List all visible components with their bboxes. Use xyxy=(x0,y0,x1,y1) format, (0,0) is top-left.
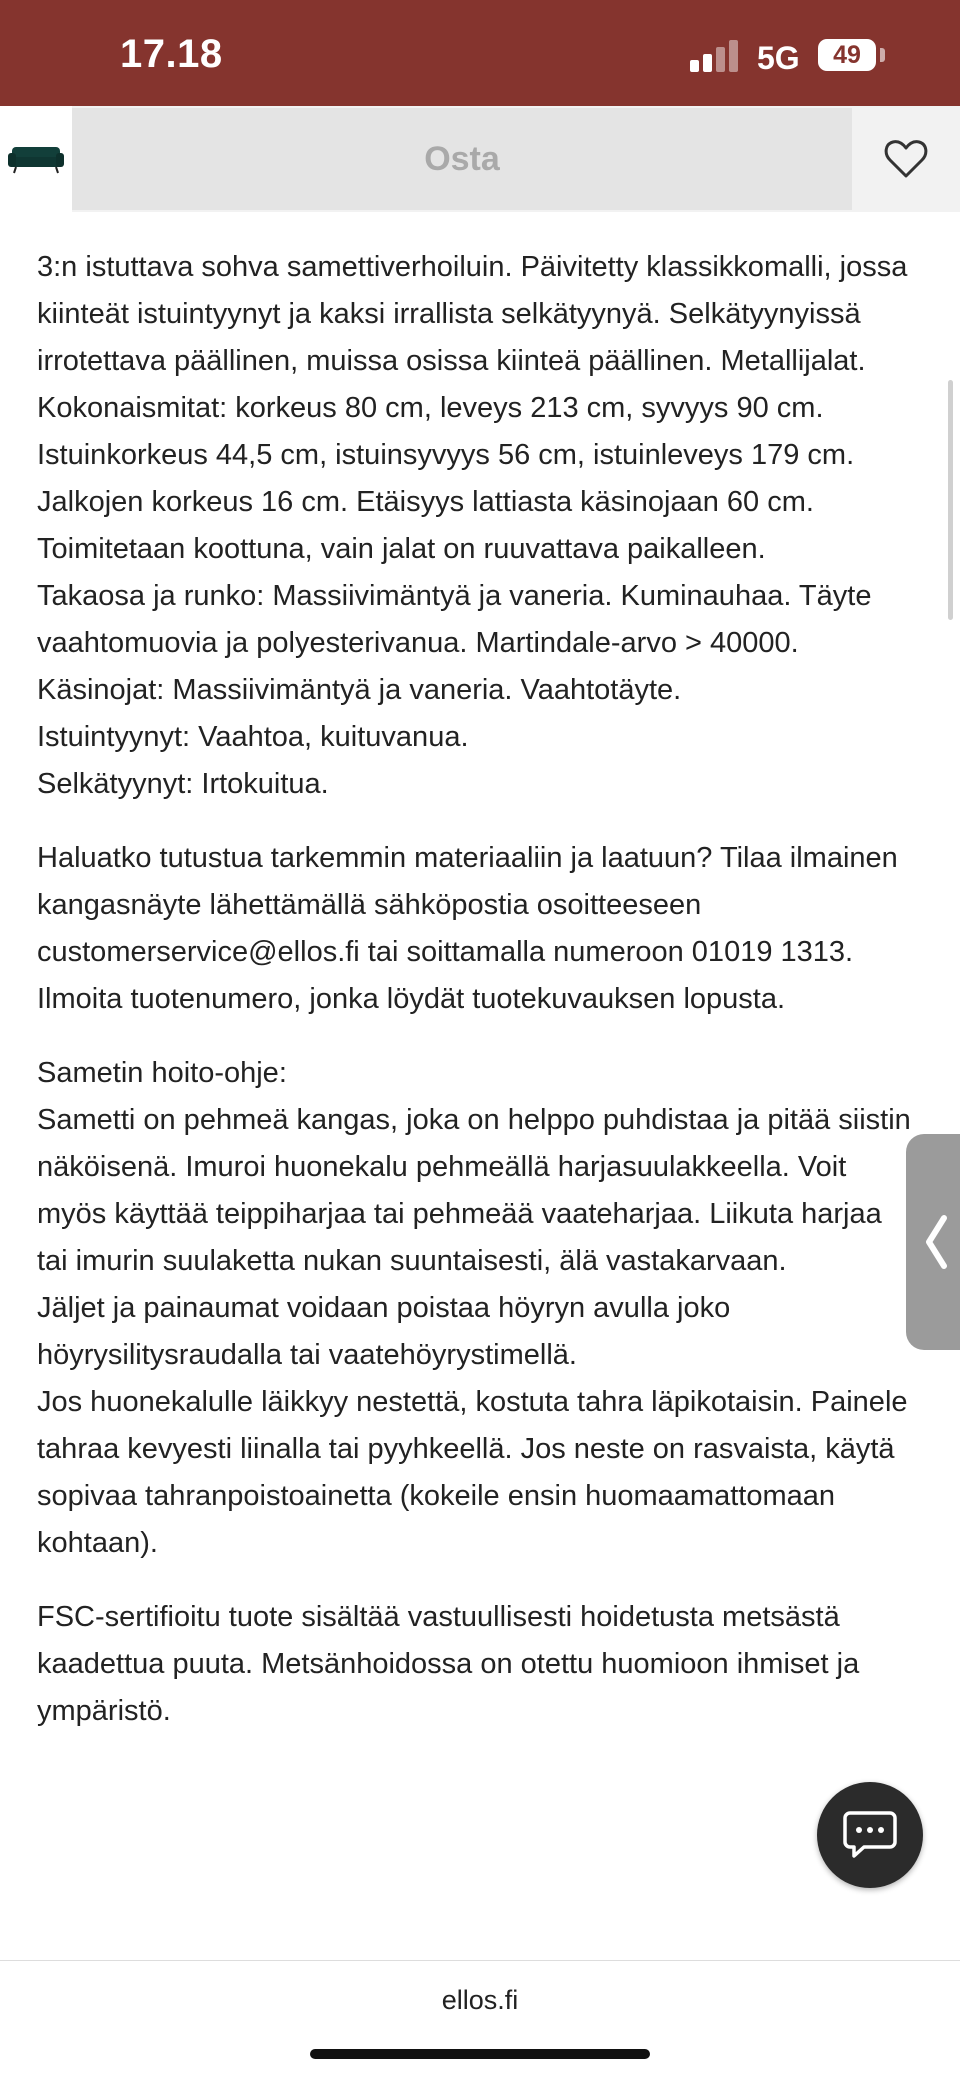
battery-tip xyxy=(880,48,885,62)
sticky-product-bar xyxy=(0,106,960,212)
status-bar xyxy=(0,0,960,106)
chat-icon xyxy=(842,1809,898,1861)
product-description xyxy=(37,244,917,1762)
url-domain[interactable]: ellos.fi xyxy=(441,1985,519,2015)
browser-bottom-bar xyxy=(0,1960,960,2078)
side-drawer-tab[interactable] xyxy=(906,1134,960,1350)
buy-button[interactable]: Osta xyxy=(72,108,852,210)
fsc-paragraph: FSC-sertifioitu tuote sisältää vastuullisesti hoidetusta metsästä kaadettua puuta. Metsänhoidossa on otettu huomioon ihmiset ja ympäristö. xyxy=(37,1601,860,1727)
chat-button[interactable] xyxy=(817,1782,923,1888)
description-paragraph: Haluatko tutustua tarkemmin materiaaliin ja laatuun? Tilaa ilmainen kangasnäyte lähettämällä sähköpostia osoitteeseen customerservice@ellos.fi tai soittamalla numeroon 01019 1313. Ilmoita tuotenumero, jonka löydät tuotekuvauksen lopusta. xyxy=(37,842,898,1015)
sofa-thumbnail[interactable] xyxy=(0,106,72,212)
heart-icon[interactable] xyxy=(882,134,930,182)
status-time: 17.18 xyxy=(120,32,223,76)
chevron-left-icon xyxy=(924,1214,948,1270)
network-type: 5G xyxy=(757,40,800,76)
home-indicator[interactable] xyxy=(310,2049,650,2059)
care-instructions-paragraph: Sametin hoito-ohje: Sametti on pehmeä kangas, joka on helppo puhdistaa ja pitää siistin näköisenä. Imuroi huonekalu pehmeällä harjasuulakkeella. Voit myös käyttää teippiharjaa tai pehmeää vaateharjaa. Liikuta harjaa tai imurin suulaketta nukan suuntaisesti, älä vastakarvaan. Jäljet ja painaumat voidaan poistaa höyryn avulla joko höyrysilitysraudalla tai vaatehöyrystimellä. Jos huonekalulle läikkyy nestettä, kostuta tahra läpikotaisin. Painele tahraa kevyesti liinalla tai pyyhkeellä. Jos neste on rasvaista, käytä sopivaa tahranpoistoainetta (kokeile ensin huomaamattomaan kohtaan). xyxy=(37,1057,911,1559)
battery-icon: 49 xyxy=(818,39,876,71)
signal-strength-icon xyxy=(690,38,742,72)
scroll-indicator xyxy=(948,380,953,620)
description-paragraph: 3:n istuttava sohva samettiverhoiluin. Päivitetty klassikkomalli, jossa kiinteät istuintyynyt ja kaksi irrallista selkätyynyä. Selkätyynyissä irrotettava päällinen, muissa osissa kiinteä päällinen. Metallijalat. Kokonaismitat: korkeus 80 cm, leveys 213 cm, syvyys 90 cm. Istuinkorkeus 44,5 cm, istuinsyvyys 56 cm, istuinleveys 179 cm. Jalkojen korkeus 16 cm. Etäisyys lattiasta käsinojaan 60 cm. Toimitetaan koottuna, vain jalat on ruuvattava paikalleen. Takaosa ja runko: Massiivimäntyä ja vaneria. Kuminauhaa. Täyte vaahtomuovia ja polyesterivanua. Martindale-arvo > 40000. Käsinojat: Massiivimäntyä ja vaneria. Vaahtotäyte. Istuintyynyt: Vaahtoa, kuituvanua. Selkätyynyt: Irtokuitua. xyxy=(37,251,908,800)
